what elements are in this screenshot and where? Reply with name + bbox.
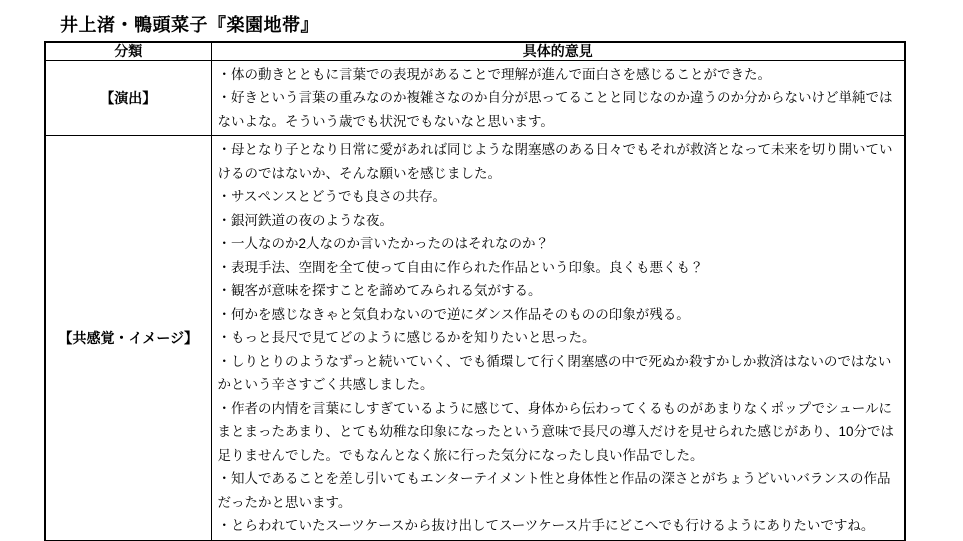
opinion-item: ・サスペンスとどうでも良さの共存。 [217, 189, 447, 204]
opinion-item: ・観客が意味を探すことを諦めてみられる気がする。 [217, 283, 542, 298]
opinion-item: ・もっと長尺で見てどのように感じるかを知りたいと思った。 [217, 330, 596, 345]
opinions-cell [211, 60, 905, 136]
table-header-row [45, 42, 905, 60]
opinion-item: ・一人なのか2人なのか言いたかったのはそれなのか？ [217, 236, 550, 251]
opinion-item: ・銀河鉄道の夜のような夜。 [217, 212, 393, 228]
page-title: 井上渚・鴨頭菜子『楽園地帯』 [60, 15, 319, 35]
opinion-item: ・好きという言葉の重みなのか複雑さなのか自分が思ってることと同じなのか違うのか分からないけど単純ではないよな。そういう歳でも状況でもないなと思います。 [217, 90, 893, 129]
opinion-item: ・知人であることを差し引いてもエンターテイメント性と身体性と作品の深さとがちょうどいいバランスの作品だったかと思います。 [217, 471, 891, 510]
table-row [45, 136, 905, 541]
opinions-table [44, 41, 906, 541]
opinion-item: ・とらわれていたスーツケースから抜け出してスーツケース片手にどこへでも行けるようにありたいですね。 [217, 518, 875, 533]
category-cell: 【演出】 [45, 60, 211, 136]
table-body [45, 60, 905, 541]
column-header-category: 分類 [45, 42, 211, 60]
opinions-cell [211, 136, 905, 541]
opinion-item: ・しりとりのようなずっと続いていく、でも循環して行く閉塞感の中で死ぬか殺すかしか救済はないのではないかという辛さすごく共感しました。 [217, 353, 892, 392]
category-cell: 【共感覚・イメージ】 [45, 136, 211, 541]
opinion-item: ・何かを感じなきゃと気負わないので逆にダンス作品そのものの印象が残る。 [217, 306, 690, 322]
opinion-item: ・母となり子となり日常に愛があれば同じような閉塞感のある日々でもそれが救済となって未来を切り開いていけるのではないか、そんな願いを感じました。 [217, 142, 893, 181]
table-row [45, 60, 905, 136]
opinion-item: ・作者の内情を言葉にしすぎているように感じて、身体から伝わってくるものがあまりなくポップでシュールにまとまったあまり、とても幼稚な印象になったという意味で長尺の導入だけを見せられた感じがあり、10分では足りませんでした。でもなんとなく旅に行った気分になったし良い作品でした。 [217, 400, 895, 463]
opinion-item: ・表現手法、空間を全て使って自由に作られた作品という印象。良くも悪くも？ [217, 259, 704, 275]
opinion-item: ・体の動きとともに言葉での表現があることで理解が進んで面白さを感じることができた。 [217, 66, 771, 82]
column-header-opinions: 具体的意見 [211, 42, 905, 60]
